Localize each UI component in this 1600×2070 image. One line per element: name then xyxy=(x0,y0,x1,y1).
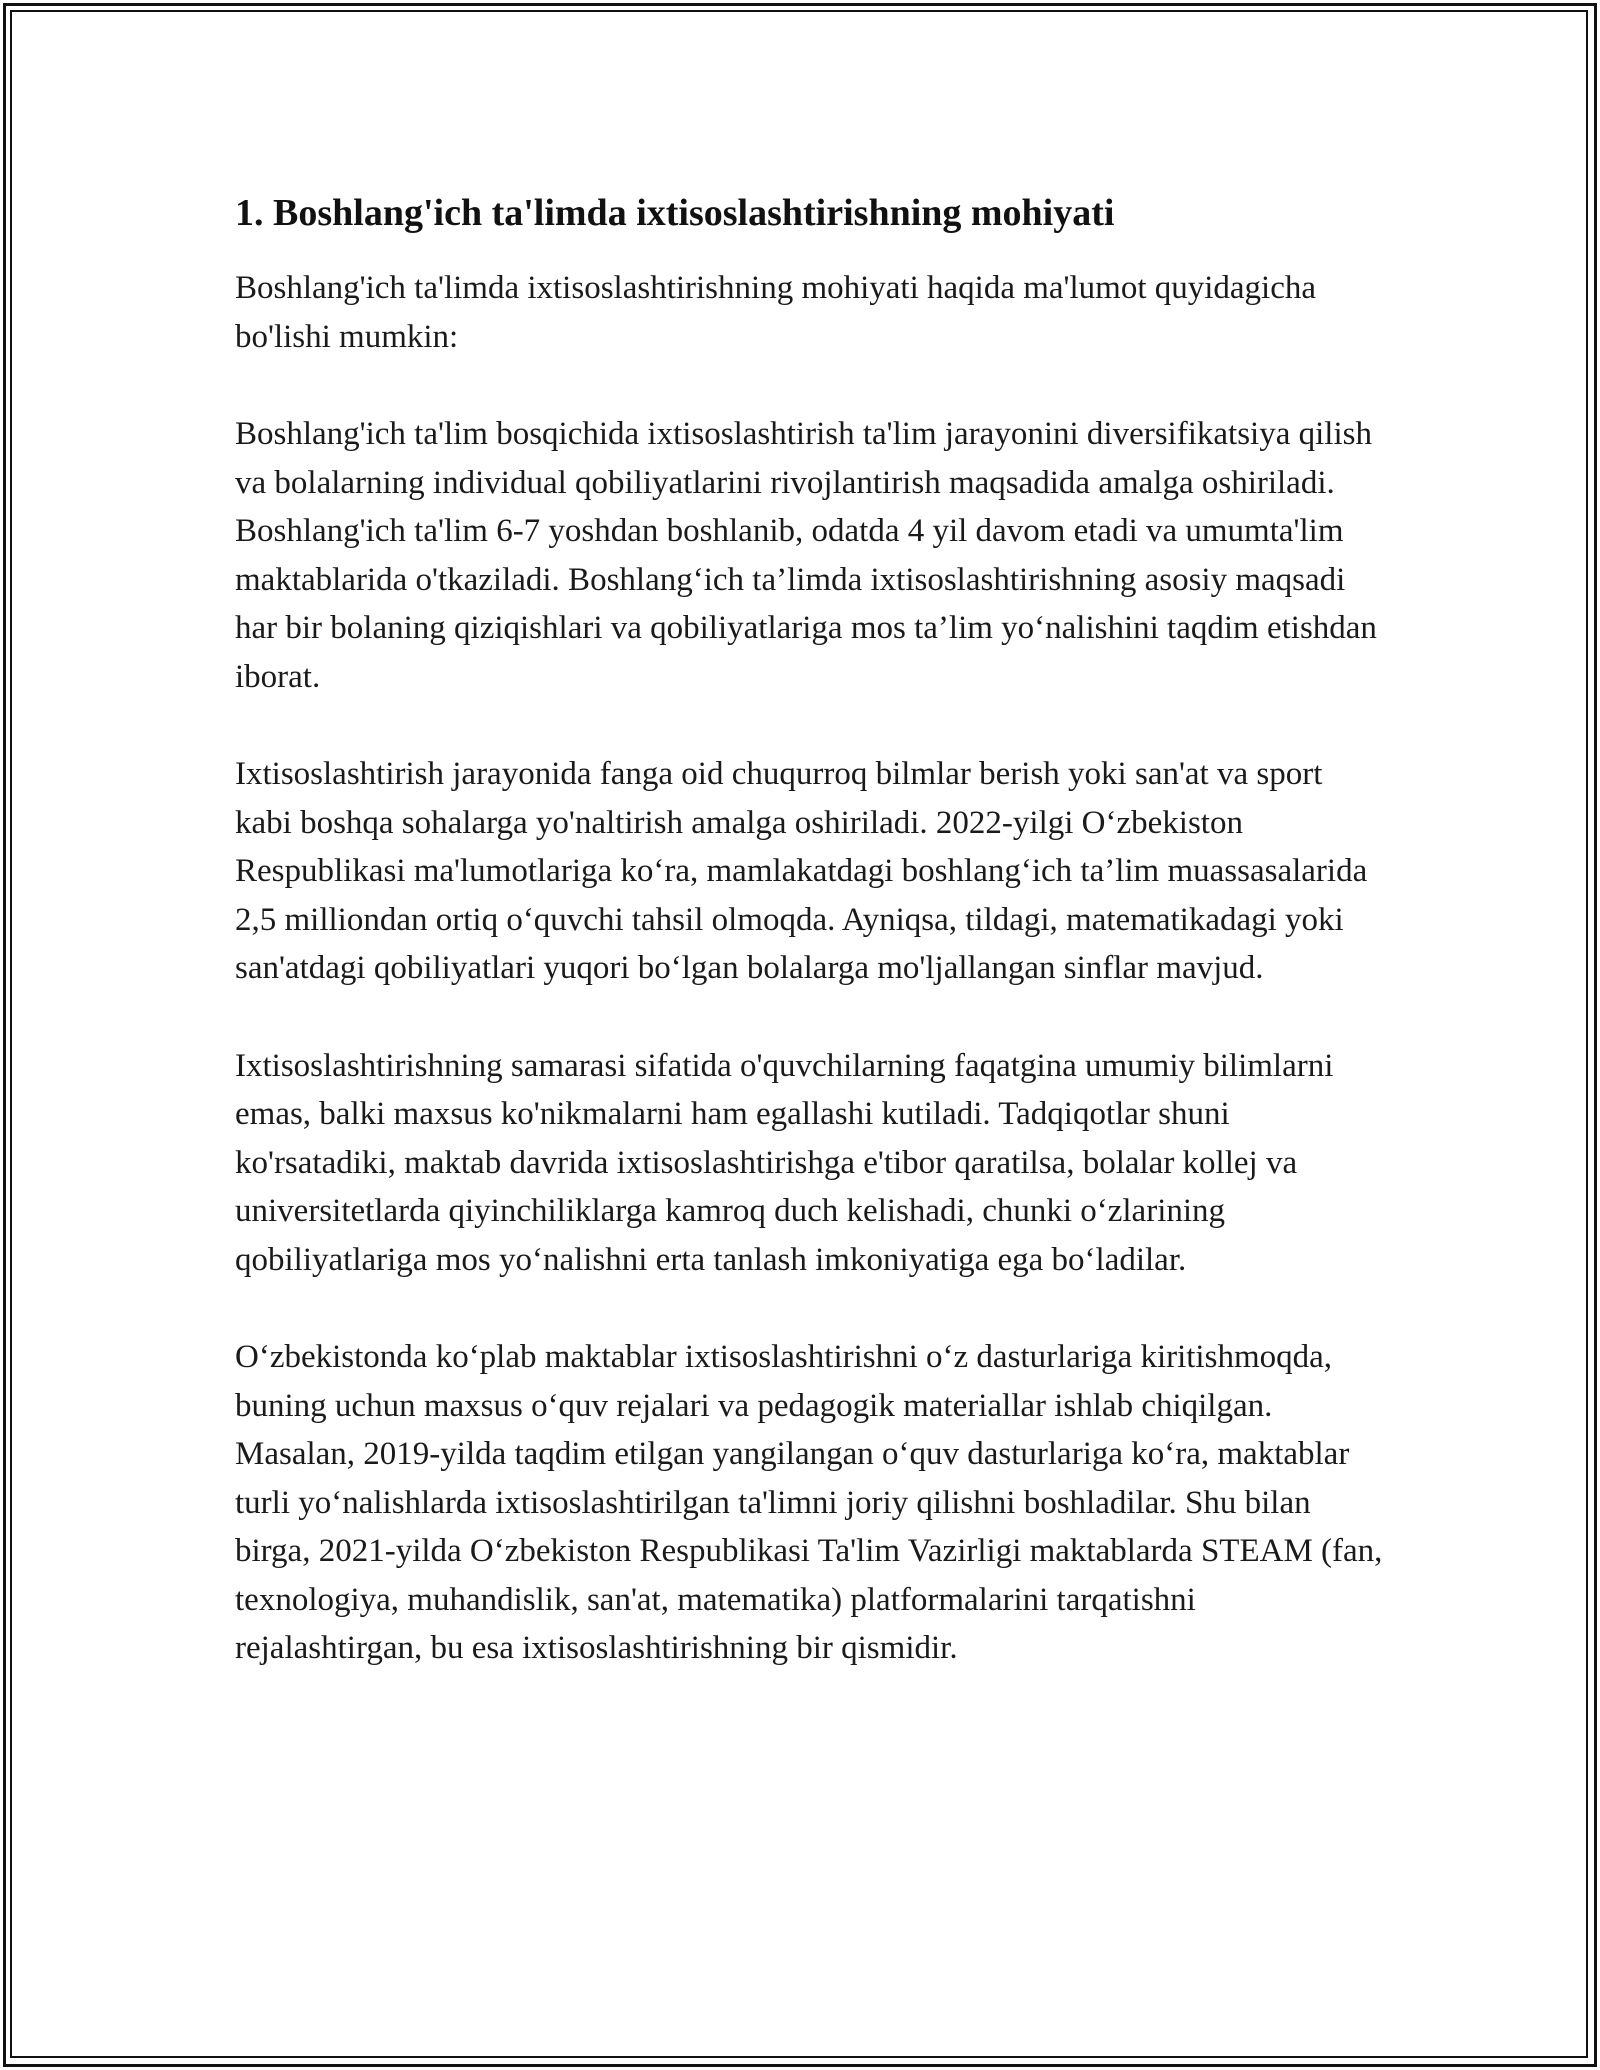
paragraph-specialization-effect: Ixtisoslashtirishning samarasi sifatida o'quvchilarning faqatgina umumiy bilimlarni emas, balki maxsus ko'nikmalarni ham egallashi kutiladi. Tadqiqotlar shuni ko'rsatadiki, maktab davrida ixtisoslashtirishga e'tibor qaratilsa, bolalar kollej va universitetlarda qiyinchiliklarga kamroq duch kelishadi, chunki o‘zlarining qobiliyatlariga mos yo‘nalishni erta tanlash imkoniyatiga ega bo‘ladilar. xyxy=(235,1047,1334,1278)
paragraph-primary-education-stage: Boshlang'ich ta'lim bosqichida ixtisoslashtirish ta'lim jarayonini diversifikatsiya qilish va bolalarning individual qobiliyatlarini rivojlantirish maqsadida amalga oshiriladi. Boshlang'ich ta'lim 6-7 yoshdan boshlanib, odatda 4 yil davom etadi va umumta'lim maktablarida o'tkaziladi. Boshlang‘ich ta’limda ixtisoslashtirishning asosiy maqsadi har bir bolaning qiziqishlari va qobiliyatlariga mos ta’lim yo‘nalishini taqdim etishdan iborat. xyxy=(235,416,1377,695)
intro-paragraph: Boshlang'ich ta'limda ixtisoslashtirishning mohiyati haqida ma'lumot quyidagicha bo'lishi mumkin: xyxy=(235,270,1317,355)
paragraph-specialization-process: Ixtisoslashtirish jarayonida fanga oid chuqurroq bilmlar berish yoki san'at va sport kabi boshqa sohalarga yo'naltirish amalga oshiriladi. 2022-yilgi O‘zbekiston Respublikasi ma'lumotlariga ko‘ra, mamlakatdagi boshlang‘ich ta’lim muassasalarida 2,5 milliondan ortiq o‘quvchi tahsil olmoqda. Ayniqsa, tildagi, matematikadagi yoki san'atdagi qobiliyatlari yuqori bo‘lgan bolalarga mo'ljallangan sinflar mavjud. xyxy=(235,756,1368,986)
section-heading: 1. Boshlang'ich ta'limda ixtisoslashtirishning mohiyati xyxy=(235,192,1115,234)
paragraph-uzbekistan-schools: O‘zbekistonda ko‘plab maktablar ixtisoslashtirishni o‘z dasturlariga kiritishmoqda, buning uchun maxsus o‘quv rejalari va pedagogik materiallar ishlab chiqilgan. Masalan, 2019-yilda taqdim etilgan yangilangan o‘quv dasturlariga ko‘ra, maktablar turli yo‘nalishlarda ixtisoslashtirilgan ta'limni joriy qilishni boshladilar. Shu bilan birga, 2021-yilda O‘zbekiston Respublikasi Ta'lim Vazirligi maktablarda STEAM (fan, texnologiya, muhandislik, san'at, matematika) platformalarini tarqatishni rejalashtirgan, bu esa ixtisoslashtirishning bir qismidir. xyxy=(235,1339,1383,1666)
document-body xyxy=(235,188,1385,1722)
